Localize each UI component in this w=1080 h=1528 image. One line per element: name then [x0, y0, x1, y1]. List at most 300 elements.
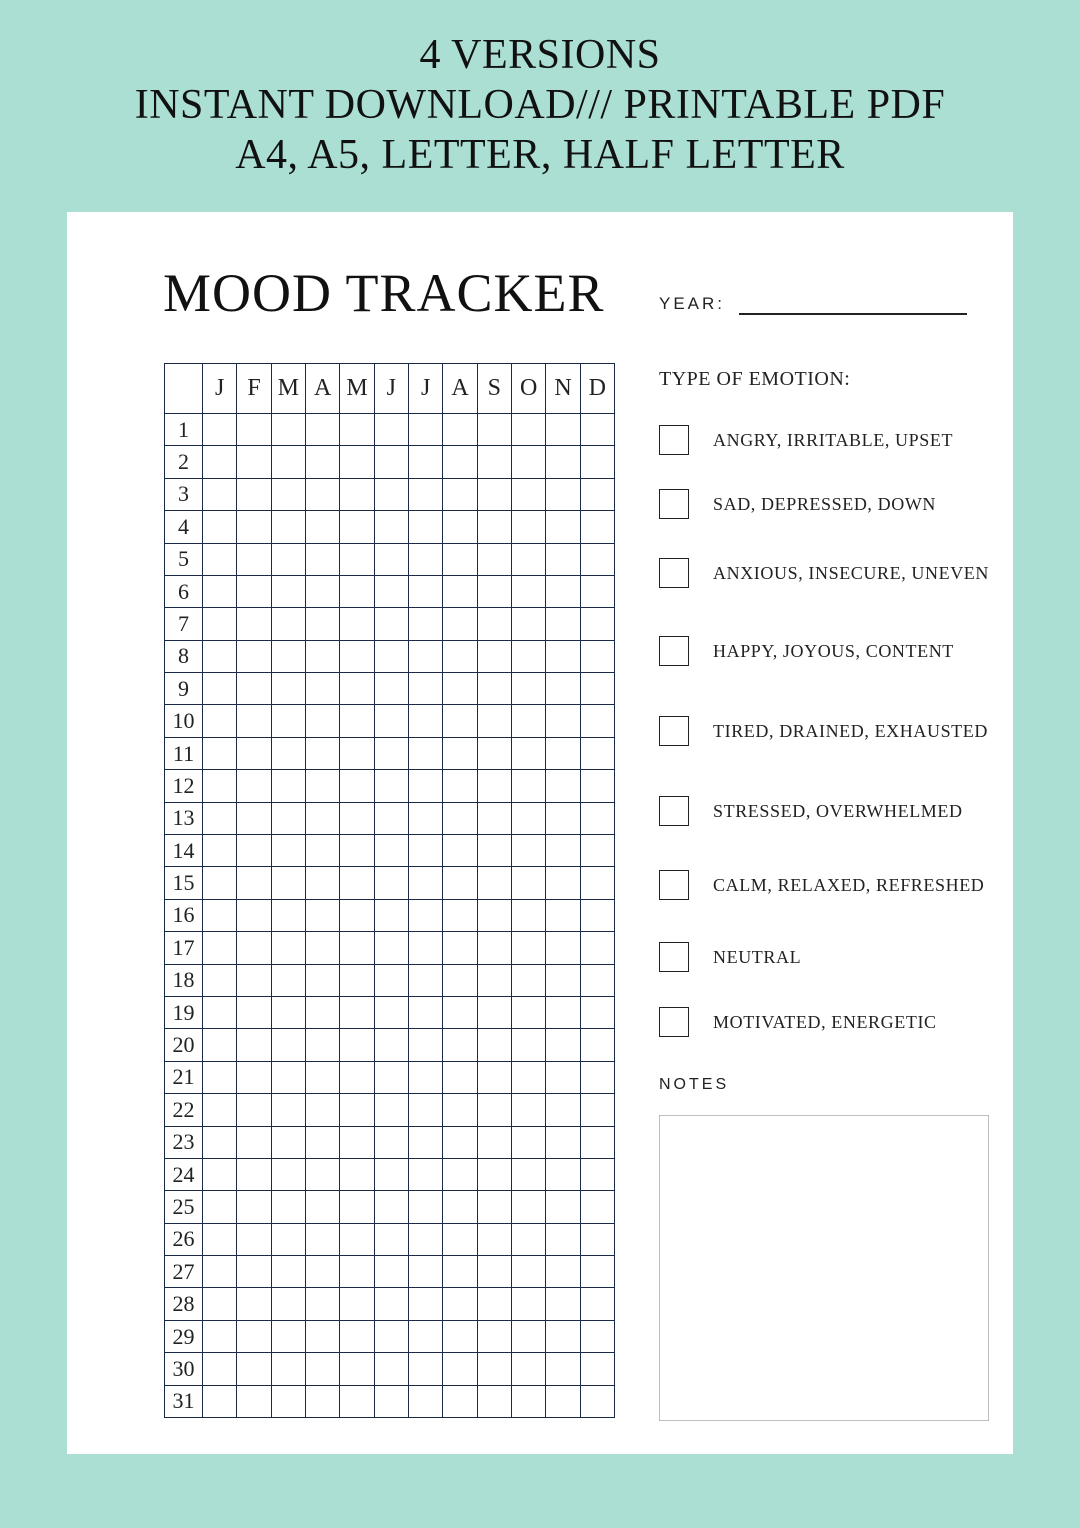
mood-cell[interactable]: [443, 770, 477, 802]
mood-cell[interactable]: [203, 965, 237, 997]
mood-cell[interactable]: [340, 1256, 374, 1288]
mood-cell[interactable]: [237, 770, 271, 802]
mood-cell[interactable]: [478, 965, 512, 997]
mood-cell[interactable]: [512, 1224, 546, 1256]
mood-cell[interactable]: [272, 544, 306, 576]
mood-cell[interactable]: [272, 608, 306, 640]
mood-cell[interactable]: [478, 1094, 512, 1126]
mood-cell[interactable]: [443, 1256, 477, 1288]
mood-cell[interactable]: [306, 576, 340, 608]
mood-cell[interactable]: [512, 1191, 546, 1223]
mood-cell[interactable]: [581, 1224, 615, 1256]
mood-cell[interactable]: [512, 1094, 546, 1126]
mood-cell[interactable]: [512, 867, 546, 899]
mood-cell[interactable]: [478, 770, 512, 802]
mood-cell[interactable]: [409, 803, 443, 835]
mood-cell[interactable]: [443, 932, 477, 964]
mood-cell[interactable]: [581, 997, 615, 1029]
mood-cell[interactable]: [340, 608, 374, 640]
mood-cell[interactable]: [306, 1386, 340, 1418]
mood-cell[interactable]: [237, 414, 271, 446]
mood-cell[interactable]: [306, 511, 340, 543]
mood-cell[interactable]: [203, 1321, 237, 1353]
emotion-checkbox[interactable]: [659, 870, 689, 900]
mood-cell[interactable]: [581, 479, 615, 511]
mood-cell[interactable]: [340, 479, 374, 511]
mood-cell[interactable]: [237, 1159, 271, 1191]
mood-cell[interactable]: [409, 965, 443, 997]
mood-cell[interactable]: [237, 511, 271, 543]
mood-cell[interactable]: [203, 835, 237, 867]
mood-cell[interactable]: [306, 544, 340, 576]
emotion-checkbox[interactable]: [659, 1007, 689, 1037]
mood-cell[interactable]: [581, 673, 615, 705]
mood-cell[interactable]: [340, 446, 374, 478]
mood-cell[interactable]: [375, 1288, 409, 1320]
mood-cell[interactable]: [478, 544, 512, 576]
mood-cell[interactable]: [443, 1191, 477, 1223]
mood-cell[interactable]: [546, 770, 580, 802]
mood-cell[interactable]: [443, 738, 477, 770]
mood-cell[interactable]: [375, 446, 409, 478]
mood-cell[interactable]: [443, 608, 477, 640]
mood-cell[interactable]: [237, 479, 271, 511]
mood-cell[interactable]: [272, 932, 306, 964]
mood-cell[interactable]: [581, 1062, 615, 1094]
mood-cell[interactable]: [546, 544, 580, 576]
mood-cell[interactable]: [443, 479, 477, 511]
mood-cell[interactable]: [581, 1288, 615, 1320]
mood-cell[interactable]: [546, 738, 580, 770]
mood-cell[interactable]: [443, 446, 477, 478]
mood-cell[interactable]: [375, 1353, 409, 1385]
mood-cell[interactable]: [478, 1062, 512, 1094]
mood-cell[interactable]: [375, 1191, 409, 1223]
mood-cell[interactable]: [443, 1029, 477, 1061]
mood-cell[interactable]: [375, 1224, 409, 1256]
mood-cell[interactable]: [478, 1191, 512, 1223]
mood-cell[interactable]: [581, 965, 615, 997]
mood-cell[interactable]: [340, 835, 374, 867]
mood-cell[interactable]: [306, 1062, 340, 1094]
mood-cell[interactable]: [581, 770, 615, 802]
mood-cell[interactable]: [581, 1386, 615, 1418]
mood-cell[interactable]: [375, 608, 409, 640]
mood-cell[interactable]: [340, 1127, 374, 1159]
mood-cell[interactable]: [409, 673, 443, 705]
mood-cell[interactable]: [237, 1321, 271, 1353]
mood-cell[interactable]: [409, 1321, 443, 1353]
mood-cell[interactable]: [512, 932, 546, 964]
mood-cell[interactable]: [272, 1288, 306, 1320]
mood-cell[interactable]: [409, 1029, 443, 1061]
mood-cell[interactable]: [375, 1386, 409, 1418]
mood-cell[interactable]: [443, 1353, 477, 1385]
mood-cell[interactable]: [581, 1256, 615, 1288]
mood-cell[interactable]: [478, 932, 512, 964]
mood-cell[interactable]: [237, 965, 271, 997]
mood-cell[interactable]: [581, 867, 615, 899]
mood-cell[interactable]: [581, 414, 615, 446]
mood-cell[interactable]: [478, 479, 512, 511]
mood-cell[interactable]: [306, 479, 340, 511]
mood-cell[interactable]: [203, 1224, 237, 1256]
mood-cell[interactable]: [512, 641, 546, 673]
mood-cell[interactable]: [203, 738, 237, 770]
mood-cell[interactable]: [512, 446, 546, 478]
mood-cell[interactable]: [409, 479, 443, 511]
mood-cell[interactable]: [478, 1353, 512, 1385]
mood-cell[interactable]: [237, 1062, 271, 1094]
mood-cell[interactable]: [203, 1256, 237, 1288]
mood-cell[interactable]: [306, 900, 340, 932]
mood-cell[interactable]: [546, 576, 580, 608]
mood-cell[interactable]: [272, 770, 306, 802]
mood-cell[interactable]: [237, 1127, 271, 1159]
mood-cell[interactable]: [272, 835, 306, 867]
mood-cell[interactable]: [340, 576, 374, 608]
mood-cell[interactable]: [306, 1256, 340, 1288]
mood-cell[interactable]: [237, 1256, 271, 1288]
mood-cell[interactable]: [237, 1288, 271, 1320]
mood-cell[interactable]: [478, 641, 512, 673]
mood-cell[interactable]: [306, 608, 340, 640]
mood-cell[interactable]: [409, 1353, 443, 1385]
mood-cell[interactable]: [375, 511, 409, 543]
mood-cell[interactable]: [375, 835, 409, 867]
mood-cell[interactable]: [512, 414, 546, 446]
mood-cell[interactable]: [478, 738, 512, 770]
mood-cell[interactable]: [272, 511, 306, 543]
mood-cell[interactable]: [237, 867, 271, 899]
mood-cell[interactable]: [340, 705, 374, 737]
mood-cell[interactable]: [340, 997, 374, 1029]
mood-cell[interactable]: [340, 932, 374, 964]
mood-cell[interactable]: [306, 932, 340, 964]
mood-cell[interactable]: [581, 738, 615, 770]
mood-cell[interactable]: [546, 479, 580, 511]
mood-cell[interactable]: [237, 576, 271, 608]
mood-cell[interactable]: [203, 932, 237, 964]
mood-cell[interactable]: [478, 1159, 512, 1191]
mood-cell[interactable]: [409, 867, 443, 899]
mood-cell[interactable]: [409, 705, 443, 737]
mood-cell[interactable]: [306, 1191, 340, 1223]
mood-cell[interactable]: [272, 867, 306, 899]
mood-cell[interactable]: [306, 1159, 340, 1191]
mood-cell[interactable]: [375, 673, 409, 705]
mood-cell[interactable]: [409, 1191, 443, 1223]
mood-cell[interactable]: [546, 673, 580, 705]
mood-cell[interactable]: [203, 673, 237, 705]
mood-cell[interactable]: [409, 1094, 443, 1126]
mood-cell[interactable]: [306, 673, 340, 705]
mood-cell[interactable]: [512, 1386, 546, 1418]
mood-cell[interactable]: [237, 673, 271, 705]
mood-cell[interactable]: [306, 867, 340, 899]
mood-cell[interactable]: [478, 803, 512, 835]
emotion-checkbox[interactable]: [659, 942, 689, 972]
mood-cell[interactable]: [237, 608, 271, 640]
mood-cell[interactable]: [581, 803, 615, 835]
mood-cell[interactable]: [340, 1386, 374, 1418]
emotion-checkbox[interactable]: [659, 796, 689, 826]
mood-cell[interactable]: [340, 1094, 374, 1126]
mood-cell[interactable]: [375, 1159, 409, 1191]
mood-cell[interactable]: [443, 1062, 477, 1094]
mood-cell[interactable]: [340, 867, 374, 899]
mood-cell[interactable]: [272, 738, 306, 770]
mood-cell[interactable]: [581, 1127, 615, 1159]
mood-cell[interactable]: [443, 1288, 477, 1320]
mood-cell[interactable]: [546, 1094, 580, 1126]
mood-cell[interactable]: [375, 641, 409, 673]
mood-cell[interactable]: [203, 576, 237, 608]
mood-cell[interactable]: [478, 576, 512, 608]
mood-cell[interactable]: [375, 1094, 409, 1126]
mood-cell[interactable]: [546, 1256, 580, 1288]
mood-cell[interactable]: [203, 1062, 237, 1094]
mood-cell[interactable]: [512, 1288, 546, 1320]
mood-cell[interactable]: [512, 770, 546, 802]
mood-cell[interactable]: [512, 1029, 546, 1061]
mood-cell[interactable]: [443, 835, 477, 867]
mood-cell[interactable]: [203, 1386, 237, 1418]
mood-cell[interactable]: [340, 511, 374, 543]
mood-cell[interactable]: [272, 1353, 306, 1385]
mood-cell[interactable]: [272, 1029, 306, 1061]
mood-cell[interactable]: [237, 835, 271, 867]
mood-cell[interactable]: [512, 576, 546, 608]
mood-cell[interactable]: [203, 1094, 237, 1126]
mood-cell[interactable]: [375, 770, 409, 802]
mood-cell[interactable]: [512, 705, 546, 737]
mood-cell[interactable]: [306, 835, 340, 867]
mood-cell[interactable]: [443, 1127, 477, 1159]
mood-cell[interactable]: [546, 1224, 580, 1256]
mood-cell[interactable]: [409, 1256, 443, 1288]
mood-cell[interactable]: [512, 1159, 546, 1191]
mood-cell[interactable]: [272, 705, 306, 737]
mood-cell[interactable]: [478, 835, 512, 867]
mood-cell[interactable]: [272, 1062, 306, 1094]
mood-cell[interactable]: [272, 1159, 306, 1191]
mood-cell[interactable]: [306, 770, 340, 802]
mood-cell[interactable]: [203, 770, 237, 802]
mood-cell[interactable]: [581, 511, 615, 543]
mood-cell[interactable]: [272, 1224, 306, 1256]
mood-cell[interactable]: [375, 900, 409, 932]
mood-cell[interactable]: [546, 1321, 580, 1353]
mood-cell[interactable]: [581, 576, 615, 608]
mood-cell[interactable]: [443, 1159, 477, 1191]
mood-cell[interactable]: [512, 835, 546, 867]
mood-cell[interactable]: [581, 1353, 615, 1385]
emotion-checkbox[interactable]: [659, 716, 689, 746]
mood-cell[interactable]: [272, 1191, 306, 1223]
mood-cell[interactable]: [375, 1062, 409, 1094]
mood-cell[interactable]: [478, 867, 512, 899]
mood-cell[interactable]: [340, 1353, 374, 1385]
mood-cell[interactable]: [512, 1353, 546, 1385]
mood-cell[interactable]: [340, 641, 374, 673]
mood-cell[interactable]: [546, 1029, 580, 1061]
mood-cell[interactable]: [512, 1256, 546, 1288]
mood-cell[interactable]: [512, 1127, 546, 1159]
mood-cell[interactable]: [443, 1094, 477, 1126]
mood-cell[interactable]: [375, 576, 409, 608]
mood-cell[interactable]: [306, 1094, 340, 1126]
mood-cell[interactable]: [203, 446, 237, 478]
notes-box[interactable]: [659, 1115, 989, 1421]
mood-cell[interactable]: [581, 705, 615, 737]
mood-cell[interactable]: [478, 608, 512, 640]
mood-cell[interactable]: [478, 900, 512, 932]
mood-cell[interactable]: [203, 1191, 237, 1223]
mood-cell[interactable]: [306, 1353, 340, 1385]
mood-cell[interactable]: [546, 1191, 580, 1223]
mood-cell[interactable]: [203, 867, 237, 899]
mood-cell[interactable]: [306, 803, 340, 835]
mood-cell[interactable]: [375, 705, 409, 737]
mood-cell[interactable]: [546, 1288, 580, 1320]
mood-cell[interactable]: [340, 1288, 374, 1320]
mood-cell[interactable]: [546, 900, 580, 932]
mood-cell[interactable]: [443, 414, 477, 446]
mood-cell[interactable]: [443, 900, 477, 932]
mood-cell[interactable]: [512, 900, 546, 932]
mood-cell[interactable]: [375, 1127, 409, 1159]
mood-cell[interactable]: [272, 1127, 306, 1159]
mood-cell[interactable]: [375, 997, 409, 1029]
mood-cell[interactable]: [581, 608, 615, 640]
mood-cell[interactable]: [546, 705, 580, 737]
mood-cell[interactable]: [340, 1159, 374, 1191]
mood-cell[interactable]: [443, 867, 477, 899]
mood-cell[interactable]: [272, 1386, 306, 1418]
mood-cell[interactable]: [306, 1288, 340, 1320]
mood-cell[interactable]: [478, 414, 512, 446]
mood-cell[interactable]: [546, 932, 580, 964]
mood-cell[interactable]: [443, 1321, 477, 1353]
mood-cell[interactable]: [340, 738, 374, 770]
mood-cell[interactable]: [237, 1029, 271, 1061]
mood-cell[interactable]: [237, 544, 271, 576]
mood-cell[interactable]: [581, 641, 615, 673]
mood-cell[interactable]: [340, 1191, 374, 1223]
mood-cell[interactable]: [203, 997, 237, 1029]
emotion-checkbox[interactable]: [659, 489, 689, 519]
mood-cell[interactable]: [203, 900, 237, 932]
emotion-checkbox[interactable]: [659, 636, 689, 666]
mood-cell[interactable]: [237, 1191, 271, 1223]
mood-cell[interactable]: [581, 544, 615, 576]
mood-cell[interactable]: [306, 705, 340, 737]
mood-cell[interactable]: [409, 770, 443, 802]
mood-cell[interactable]: [546, 1062, 580, 1094]
year-entry-line[interactable]: [739, 313, 967, 315]
mood-cell[interactable]: [340, 414, 374, 446]
mood-cell[interactable]: [546, 414, 580, 446]
mood-cell[interactable]: [581, 835, 615, 867]
mood-cell[interactable]: [340, 965, 374, 997]
mood-cell[interactable]: [237, 803, 271, 835]
mood-cell[interactable]: [203, 1159, 237, 1191]
mood-cell[interactable]: [409, 1127, 443, 1159]
mood-cell[interactable]: [272, 414, 306, 446]
mood-cell[interactable]: [512, 803, 546, 835]
mood-cell[interactable]: [272, 576, 306, 608]
mood-cell[interactable]: [203, 1029, 237, 1061]
mood-cell[interactable]: [237, 1386, 271, 1418]
mood-cell[interactable]: [409, 576, 443, 608]
mood-cell[interactable]: [237, 932, 271, 964]
mood-cell[interactable]: [272, 1094, 306, 1126]
mood-cell[interactable]: [272, 673, 306, 705]
mood-cell[interactable]: [443, 705, 477, 737]
mood-cell[interactable]: [306, 1224, 340, 1256]
mood-cell[interactable]: [478, 446, 512, 478]
mood-cell[interactable]: [375, 803, 409, 835]
mood-cell[interactable]: [203, 803, 237, 835]
mood-cell[interactable]: [409, 544, 443, 576]
mood-cell[interactable]: [512, 738, 546, 770]
mood-cell[interactable]: [443, 576, 477, 608]
mood-cell[interactable]: [478, 1386, 512, 1418]
mood-cell[interactable]: [306, 997, 340, 1029]
mood-cell[interactable]: [478, 1224, 512, 1256]
mood-cell[interactable]: [581, 1029, 615, 1061]
mood-cell[interactable]: [272, 479, 306, 511]
mood-cell[interactable]: [581, 1321, 615, 1353]
mood-cell[interactable]: [340, 770, 374, 802]
mood-cell[interactable]: [375, 738, 409, 770]
mood-cell[interactable]: [272, 965, 306, 997]
mood-cell[interactable]: [546, 1159, 580, 1191]
mood-cell[interactable]: [478, 1029, 512, 1061]
mood-cell[interactable]: [306, 446, 340, 478]
mood-cell[interactable]: [512, 1062, 546, 1094]
mood-cell[interactable]: [237, 1094, 271, 1126]
mood-cell[interactable]: [237, 1353, 271, 1385]
mood-cell[interactable]: [478, 705, 512, 737]
mood-cell[interactable]: [306, 641, 340, 673]
mood-cell[interactable]: [512, 608, 546, 640]
mood-cell[interactable]: [203, 705, 237, 737]
mood-cell[interactable]: [409, 900, 443, 932]
mood-cell[interactable]: [237, 997, 271, 1029]
mood-cell[interactable]: [340, 803, 374, 835]
mood-cell[interactable]: [581, 900, 615, 932]
mood-cell[interactable]: [375, 965, 409, 997]
mood-cell[interactable]: [272, 1256, 306, 1288]
mood-cell[interactable]: [375, 1029, 409, 1061]
mood-cell[interactable]: [409, 997, 443, 1029]
mood-cell[interactable]: [375, 1321, 409, 1353]
mood-cell[interactable]: [443, 997, 477, 1029]
mood-cell[interactable]: [478, 1127, 512, 1159]
mood-cell[interactable]: [203, 1288, 237, 1320]
mood-cell[interactable]: [203, 608, 237, 640]
emotion-checkbox[interactable]: [659, 425, 689, 455]
mood-cell[interactable]: [306, 738, 340, 770]
mood-cell[interactable]: [409, 738, 443, 770]
mood-cell[interactable]: [375, 867, 409, 899]
mood-cell[interactable]: [306, 414, 340, 446]
mood-cell[interactable]: [443, 965, 477, 997]
mood-cell[interactable]: [478, 1256, 512, 1288]
mood-cell[interactable]: [546, 835, 580, 867]
